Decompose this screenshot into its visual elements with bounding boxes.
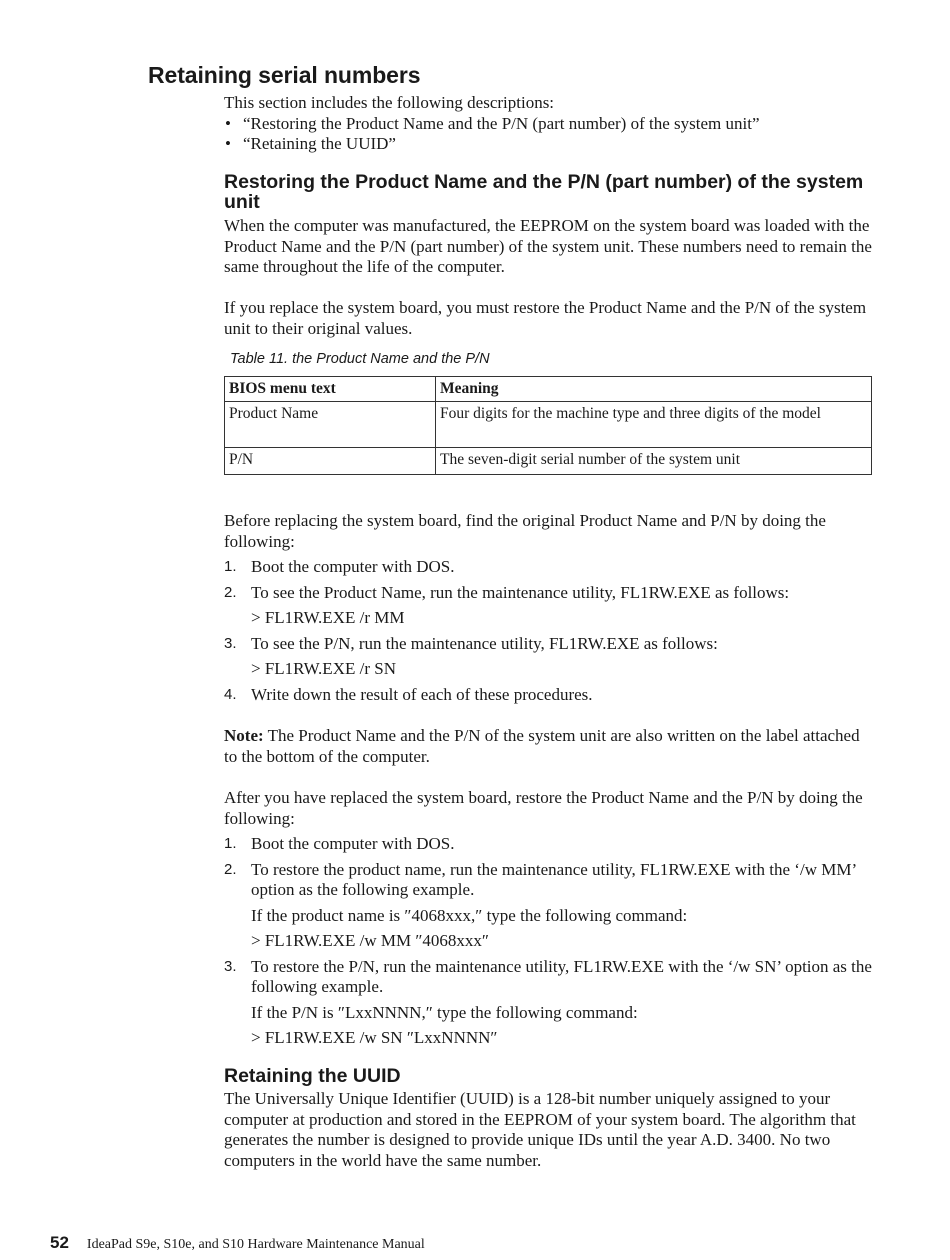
step-number: 3. [224, 957, 237, 975]
list-item: • “Retaining the UUID” [224, 134, 874, 155]
step-number: 2. [224, 583, 237, 601]
table-cell: The seven-digit serial number of the system unit [436, 448, 872, 475]
table-cell: Product Name [225, 402, 436, 448]
paragraph: If you replace the system board, you must restore the Product Name and the P/N of the system unit to their original values. [224, 298, 867, 338]
note-text: The Product Name and the P/N of the system unit are also written on the label attached to the bottom of the computer. [224, 726, 860, 766]
column-header: Meaning [436, 377, 872, 402]
list-item [224, 634, 874, 680]
step-number: 1. [224, 835, 237, 852]
note [224, 726, 874, 767]
step-text: To restore the P/N, run the maintenance utility, FL1RW.EXE with the ‘/w SN’ option as the following example. [251, 956, 872, 996]
table-row [225, 448, 872, 475]
step-number: 4. [224, 685, 237, 703]
step-number: 1. [224, 558, 237, 575]
step-number: 3. [224, 634, 237, 652]
list-item [224, 557, 874, 578]
list-item [224, 834, 874, 855]
intro-text: This section includes the following descriptions: [224, 93, 555, 112]
command-text: > FL1RW.EXE /w MM ″4068xxx″ [251, 931, 489, 950]
list-item [224, 860, 874, 952]
list-item [224, 957, 874, 1049]
instruction-text: If the P/N is ″LxxNNNN,″ type the following command: [251, 1002, 638, 1022]
page-footer [50, 1233, 425, 1253]
column-header: BIOS menu text [225, 377, 436, 402]
table-row [225, 402, 872, 448]
table-cell: Four digits for the machine type and three digits of the model [436, 402, 872, 448]
step-text: Write down the result of each of these procedures. [251, 684, 593, 704]
paragraph: When the computer was manufactured, the EEPROM on the system board was loaded with the Product Name and the P/N (part number) of the system unit. These numbers need to remain the same throughout the life of the computer. [224, 216, 872, 276]
page-number: 52 [50, 1233, 69, 1252]
table-caption: Table 11. the Product Name and the P/N [230, 351, 490, 367]
paragraph: After you have replaced the system board, restore the Product Name and the P/N by doing the following: [224, 788, 863, 828]
description-list [224, 114, 874, 155]
before-steps-list [224, 557, 874, 710]
list-item [224, 583, 874, 629]
document-title: IdeaPad S9e, S10e, and S10 Hardware Maintenance Manual [86, 1237, 425, 1252]
note-label: Note: [224, 726, 264, 745]
after-steps-list [224, 834, 874, 1054]
list-item: • “Restoring the Product Name and the P/N (part number) of the system unit” [224, 114, 874, 135]
step-text: Boot the computer with DOS. [251, 557, 455, 576]
command-text: > FL1RW.EXE /w SN ″LxxNNNN″ [251, 1028, 498, 1047]
page-title: Retaining serial numbers [148, 62, 421, 88]
step-text: Boot the computer with DOS. [251, 834, 455, 853]
section-heading-uuid: Retaining the UUID [224, 1065, 401, 1087]
table-header-row [225, 377, 872, 402]
list-item [224, 685, 874, 706]
step-number: 2. [224, 860, 237, 878]
instruction-text: If the product name is ″4068xxx,″ type the following command: [251, 905, 688, 925]
step-text: To see the Product Name, run the maintenance utility, FL1RW.EXE as follows: [251, 582, 790, 602]
table-cell: P/N [225, 448, 436, 475]
command-text: > FL1RW.EXE /r MM [251, 608, 405, 627]
paragraph: Before replacing the system board, find the original Product Name and P/N by doing the following: [224, 511, 826, 551]
intro-section [224, 93, 874, 155]
step-text: To see the P/N, run the maintenance utility, FL1RW.EXE as follows: [251, 633, 718, 653]
paragraph: The Universally Unique Identifier (UUID) is a 128-bit number uniquely assigned to your computer at production and stored in the EEPROM of your system board. The algorithm that generates the number is designed to provide unique IDs until the year A.D. 3400. No two computers in the world have the same number. [224, 1089, 856, 1170]
step-text: To restore the product name, run the maintenance utility, FL1RW.EXE with the ‘/w MM’ option as the following example. [251, 859, 856, 899]
bios-menu-table [224, 376, 872, 475]
section-heading-restore: Restoring the Product Name and the P/N (part number) of the system unit [224, 171, 864, 213]
command-text: > FL1RW.EXE /r SN [251, 659, 396, 678]
